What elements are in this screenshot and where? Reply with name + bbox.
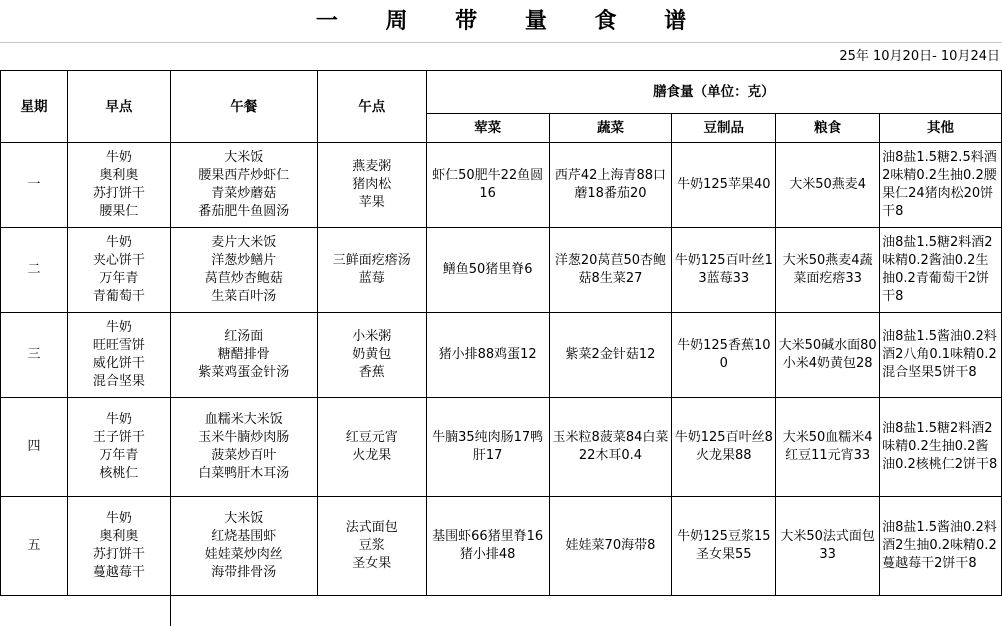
snack-cell-item: 三鲜面疙瘩汤 [332, 253, 411, 268]
lunch-cell-item: 娃娃菜炒肉丝 [204, 547, 283, 562]
lunch-cell-item: 血糯米大米饭 [204, 412, 283, 427]
day-cell: 五 [1, 497, 68, 596]
soy-cell: 牛奶125豆浆15圣女果55 [672, 497, 776, 596]
meat-cell: 虾仁50肥牛22鱼圆16 [426, 143, 549, 228]
other-cell: 油8盐1.5糖2料酒2味精0.2酱油0.2生抽0.2青葡萄干2饼干8 [880, 228, 1002, 313]
header-soy: 豆制品 [672, 114, 776, 143]
weekly-menu-table [0, 70, 1002, 596]
header-vegetable: 蔬菜 [549, 114, 672, 143]
breakfast-cell-item: 青葡萄干 [92, 289, 145, 304]
meat-cell: 鳝鱼50猪里脊6 [426, 228, 549, 313]
soy-cell: 牛奶125苹果40 [672, 143, 776, 228]
snack-cell-item: 猪肉松 [352, 177, 392, 192]
snack-cell [317, 398, 426, 497]
grain-cell: 大米50燕麦4 [776, 143, 880, 228]
snack-cell [317, 497, 426, 596]
grain-cell: 大米50燕麦4蔬菜面疙瘩33 [776, 228, 880, 313]
soy-cell: 牛奶125香蕉100 [672, 313, 776, 398]
snack-cell-item: 火龙果 [352, 448, 392, 463]
breakfast-cell-item: 牛奶 [105, 511, 132, 526]
breakfast-cell [67, 497, 170, 596]
snack-cell-item: 圣女果 [352, 556, 392, 571]
breakfast-cell-item: 夹心饼干 [92, 253, 145, 268]
lunch-cell-item: 番茄肥牛鱼圆汤 [198, 204, 290, 219]
breakfast-cell [67, 313, 170, 398]
breakfast-cell-item: 混合坚果 [92, 374, 145, 389]
breakfast-cell [67, 398, 170, 497]
vegetable-cell: 紫菜2金针菇12 [549, 313, 672, 398]
vegetable-cell: 洋葱20莴苣50杏鲍菇8生菜27 [549, 228, 672, 313]
snack-cell-item: 蓝莓 [358, 271, 385, 286]
lunch-cell-item: 海带排骨汤 [211, 565, 277, 580]
grain-cell: 大米50法式面包33 [776, 497, 880, 596]
lunch-cell-item: 红烧基围虾 [211, 529, 277, 544]
lunch-cell-item: 大米饭 [224, 150, 264, 165]
breakfast-cell-item: 牛奶 [105, 235, 132, 250]
breakfast-cell [67, 143, 170, 228]
page-title: 一 周 带 量 食 谱 [315, 9, 707, 34]
table-row [1, 398, 1002, 497]
header-grain: 粮食 [776, 114, 880, 143]
header-other: 其他 [880, 114, 1002, 143]
vegetable-cell: 玉米粒8菠菜84白菜22木耳0.4 [549, 398, 672, 497]
breakfast-cell-item: 核桃仁 [99, 466, 139, 481]
breakfast-cell-item: 苏打饼干 [92, 547, 145, 562]
breakfast-cell-item: 王子饼干 [92, 430, 145, 445]
other-cell: 油8盐1.5糖2料酒2味精0.2生抽0.2酱油0.2核桃仁2饼干8 [880, 398, 1002, 497]
header-row [1, 71, 1002, 114]
lunch-cell-item: 红汤面 [224, 329, 264, 344]
snack-cell [317, 228, 426, 313]
header-day: 星期 [1, 71, 68, 143]
breakfast-cell-item: 奥利奥 [99, 529, 139, 544]
lunch-cell-item: 莴苣炒杏鲍菇 [204, 271, 283, 286]
meat-cell: 牛腩35纯肉肠17鸭肝17 [426, 398, 549, 497]
breakfast-cell-item: 腰果仁 [99, 204, 139, 219]
lunch-cell-item: 白菜鸭肝木耳汤 [198, 466, 290, 481]
header-meat: 荤菜 [426, 114, 549, 143]
day-cell: 二 [1, 228, 68, 313]
vegetable-cell: 娃娃菜70海带8 [549, 497, 672, 596]
breakfast-cell [67, 228, 170, 313]
lunch-cell-item: 生菜百叶汤 [211, 289, 277, 304]
breakfast-cell-item: 威化饼干 [92, 356, 145, 371]
snack-cell-item: 法式面包 [345, 520, 398, 535]
breakfast-cell-item: 蔓越莓干 [92, 565, 145, 580]
meat-cell: 猪小排88鸡蛋12 [426, 313, 549, 398]
lunch-cell [170, 143, 317, 228]
lunch-cell-item: 麦片大米饭 [211, 235, 277, 250]
table-tail-border [170, 596, 171, 626]
breakfast-cell-item: 奥利奥 [99, 168, 139, 183]
date-range: 25年 10月20日- 10月24日 [839, 49, 1000, 64]
header-intake-group: 膳食量（单位：克） [426, 71, 1001, 114]
lunch-cell-item: 大米饭 [224, 511, 264, 526]
snack-cell-item: 红豆元宵 [345, 430, 398, 445]
meat-cell: 基围虾66猪里脊16猪小排48 [426, 497, 549, 596]
snack-cell-item: 香蕉 [358, 365, 385, 380]
lunch-cell [170, 228, 317, 313]
vegetable-cell: 西芹42上海青88口蘑18番茄20 [549, 143, 672, 228]
snack-cell-item: 苹果 [358, 195, 385, 210]
snack-cell-item: 小米粥 [352, 329, 392, 344]
lunch-cell-item: 腰果西芹炒虾仁 [198, 168, 290, 183]
breakfast-cell-item: 万年青 [99, 448, 139, 463]
lunch-cell [170, 398, 317, 497]
snack-cell-item: 奶黄包 [352, 347, 392, 362]
grain-cell: 大米50血糯米4红豆11元宵33 [776, 398, 880, 497]
lunch-cell-item: 紫菜鸡蛋金针汤 [198, 365, 290, 380]
breakfast-cell-item: 牛奶 [105, 150, 132, 165]
table-row [1, 313, 1002, 398]
snack-cell [317, 313, 426, 398]
lunch-cell-item: 糖醋排骨 [217, 347, 270, 362]
breakfast-cell-item: 万年青 [99, 271, 139, 286]
table-row [1, 143, 1002, 228]
table-row [1, 497, 1002, 596]
breakfast-cell-item: 苏打饼干 [92, 186, 145, 201]
lunch-cell-item: 洋葱炒鳝片 [211, 253, 277, 268]
other-cell: 油8盐1.5酱油0.2料酒2生抽0.2味精0.2蔓越莓干2饼干8 [880, 497, 1002, 596]
snack-cell-item: 豆浆 [358, 538, 385, 553]
grain-cell: 大米50碱水面80小米4奶黄包28 [776, 313, 880, 398]
breakfast-cell-item: 牛奶 [105, 320, 132, 335]
table-row [1, 228, 1002, 313]
header-snack: 午点 [317, 71, 426, 143]
breakfast-cell-item: 牛奶 [105, 412, 132, 427]
day-cell: 一 [1, 143, 68, 228]
lunch-cell [170, 313, 317, 398]
snack-cell-item: 燕麦粥 [352, 159, 392, 174]
lunch-cell-item: 青菜炒蘑菇 [211, 186, 277, 201]
header-lunch: 午餐 [170, 71, 317, 143]
title-divider [0, 42, 1002, 43]
other-cell: 油8盐1.5酱油0.2料酒2八角0.1味精0.2混合坚果5饼干8 [880, 313, 1002, 398]
soy-cell: 牛奶125百叶丝13蓝莓33 [672, 228, 776, 313]
other-cell: 油8盐1.5糖2.5料酒2味精0.2生抽0.2腰果仁24猪肉松20饼干8 [880, 143, 1002, 228]
lunch-cell-item: 菠菜炒百叶 [211, 448, 277, 463]
snack-cell [317, 143, 426, 228]
lunch-cell [170, 497, 317, 596]
day-cell: 四 [1, 398, 68, 497]
soy-cell: 牛奶125百叶丝8火龙果88 [672, 398, 776, 497]
day-cell: 三 [1, 313, 68, 398]
header-breakfast: 早点 [67, 71, 170, 143]
lunch-cell-item: 玉米牛腩炒肉肠 [198, 430, 290, 445]
breakfast-cell-item: 旺旺雪饼 [92, 338, 145, 353]
